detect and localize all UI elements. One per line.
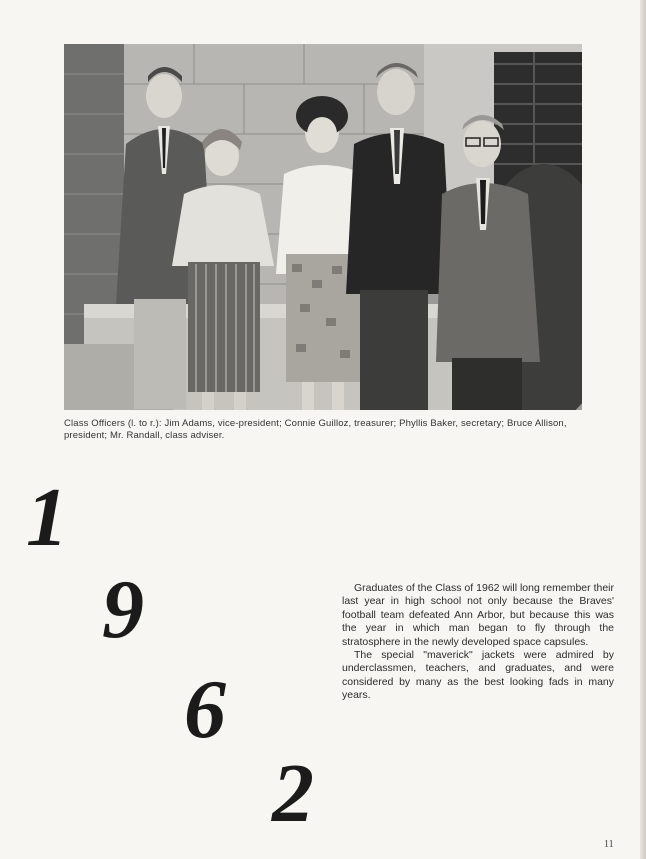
body-paragraph-2: The special "maverick" jackets were admired by underclassmen, teachers, and graduates, and were considered by many as the best looking fads in many years. [342, 649, 614, 702]
year-digit-2: 9 [102, 563, 144, 656]
page-number: 11 [604, 839, 614, 850]
body-paragraph-1: Graduates of the Class of 1962 will long remember their last year in high school not only because the Braves' football team defeated Ann Arbor, but because this was the year in which man began to fly through the stratosphere in the newly developed space capsules. [342, 582, 614, 648]
page-edge [640, 0, 646, 859]
class-officers-photo [64, 44, 582, 410]
body-text [342, 582, 614, 703]
year-digit-1: 1 [26, 471, 68, 564]
year-digit-3: 6 [184, 663, 226, 756]
photo-caption: Class Officers (l. to r.): Jim Adams, vice-president; Connie Guilloz, treasurer; Phyllis Baker, secretary; Bruce Allison, president; Mr. Randall, class adviser. [64, 418, 567, 441]
year-digit-4: 2 [272, 747, 314, 840]
